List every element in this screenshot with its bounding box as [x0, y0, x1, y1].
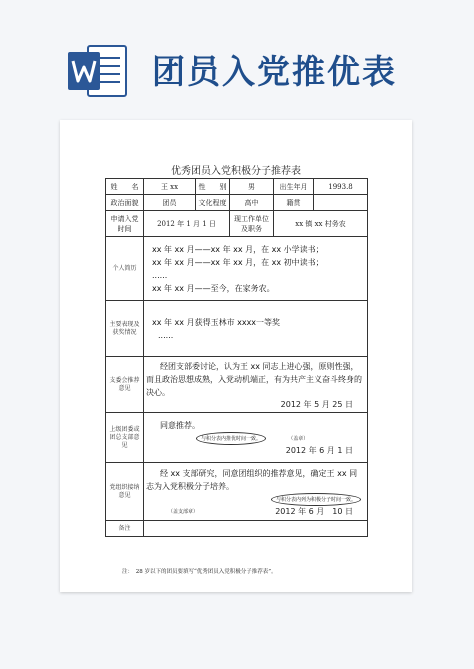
resume-content — [144, 237, 368, 301]
table-row — [106, 195, 368, 211]
form-title: 优秀团员入党积极分子推荐表 — [171, 166, 301, 177]
resume-label: 个人简历 — [106, 237, 144, 301]
politics-label: 政治面貌 — [106, 195, 144, 211]
upper-opinion-text: 同意推荐。 — [160, 421, 200, 430]
party-opinion-label: 党组织接纳意见 — [106, 463, 144, 521]
branch-opinion-date: 2012 年 5 月 25 日 — [280, 399, 353, 409]
party-opinion-content — [144, 463, 368, 521]
branch-opinion-content — [144, 357, 368, 413]
footnote: 注： 28 岁以下的团员要填写“优秀团员入党积极分子推荐表”。 — [122, 569, 277, 575]
resume-line: xx 年 xx 月——xx 年 xx 月，在 xx 小学读书； — [152, 244, 324, 254]
resume-line: xx 年 xx 月——至今，在家务农。 — [152, 283, 275, 293]
job-value: xx 镇 xx 村务农 — [274, 211, 368, 237]
document-page — [60, 120, 412, 592]
header — [0, 0, 474, 118]
party-ellipse-note: 与积分表内列为积极分子时间一致。 — [271, 493, 361, 506]
award-line: xx 年 xx 月获得玉林市 xxxx一等奖 — [152, 317, 281, 327]
gender-label: 性 别 — [196, 179, 230, 195]
birth-value: 1993.8 — [314, 179, 368, 195]
table-row — [106, 301, 368, 357]
award-label: 主要表现及获奖情况 — [106, 301, 144, 357]
remark-value — [144, 521, 368, 537]
origin-value — [314, 195, 368, 211]
apply-time-label: 申请入党时间 — [106, 211, 144, 237]
branch-opinion-text: 经团支部委讨论，认为王 xx 同志上进心强，原则性强，而且政治思想成熟，入党动机端正，有为共产主义奋斗终身的决心。 — [146, 361, 362, 397]
table-row — [106, 179, 368, 195]
table-row — [106, 211, 368, 237]
award-content — [144, 301, 368, 357]
word-logo-icon — [68, 42, 128, 100]
award-line: ...... — [158, 330, 174, 340]
name-value: 王 xx — [144, 179, 196, 195]
resume-line: ...... — [152, 270, 168, 280]
job-label: 现工作单位及职务 — [230, 211, 274, 237]
party-opinion-date: 2012 年 6 月 10 日 — [275, 506, 353, 516]
politics-value: 团员 — [144, 195, 196, 211]
party-opinion-text: 经 xx 支部研究，同意团组织的推荐意见，确定王 xx 同志为入党积极分子培养。 — [146, 468, 358, 491]
branch-opinion-label: 支委会推荐意见 — [106, 357, 144, 413]
table-row — [106, 413, 368, 463]
table-row — [106, 463, 368, 521]
upper-ellipse-note: 与积分表内推优时间一致。 — [196, 432, 266, 445]
document-title: 团员入党推优表 — [152, 52, 397, 91]
remark-label: 备注 — [106, 521, 144, 537]
table-row — [106, 521, 368, 537]
education-value: 高中 — [230, 195, 274, 211]
resume-line: xx 年 xx 月——xx 年 xx 月，在 xx 初中读书； — [152, 257, 324, 267]
education-label: 文化程度 — [196, 195, 230, 211]
birth-label: 出生年月 — [274, 179, 314, 195]
upper-opinion-date: 2012 年 6 月 1 日 — [285, 446, 353, 455]
name-label: 姓 名 — [106, 179, 144, 195]
gender-value: 男 — [230, 179, 274, 195]
recommendation-form-table — [105, 178, 368, 537]
table-row — [106, 357, 368, 413]
table-row — [106, 237, 368, 301]
apply-time-value: 2012 年 1 月 1 日 — [144, 211, 230, 237]
upper-opinion-content — [144, 413, 368, 463]
origin-label: 籍贯 — [274, 195, 314, 211]
upper-seal: （盖章） — [288, 436, 309, 442]
upper-opinion-label: 上级团委或团总支部意见 — [106, 413, 144, 463]
party-seal: （盖支部章） — [168, 508, 199, 515]
